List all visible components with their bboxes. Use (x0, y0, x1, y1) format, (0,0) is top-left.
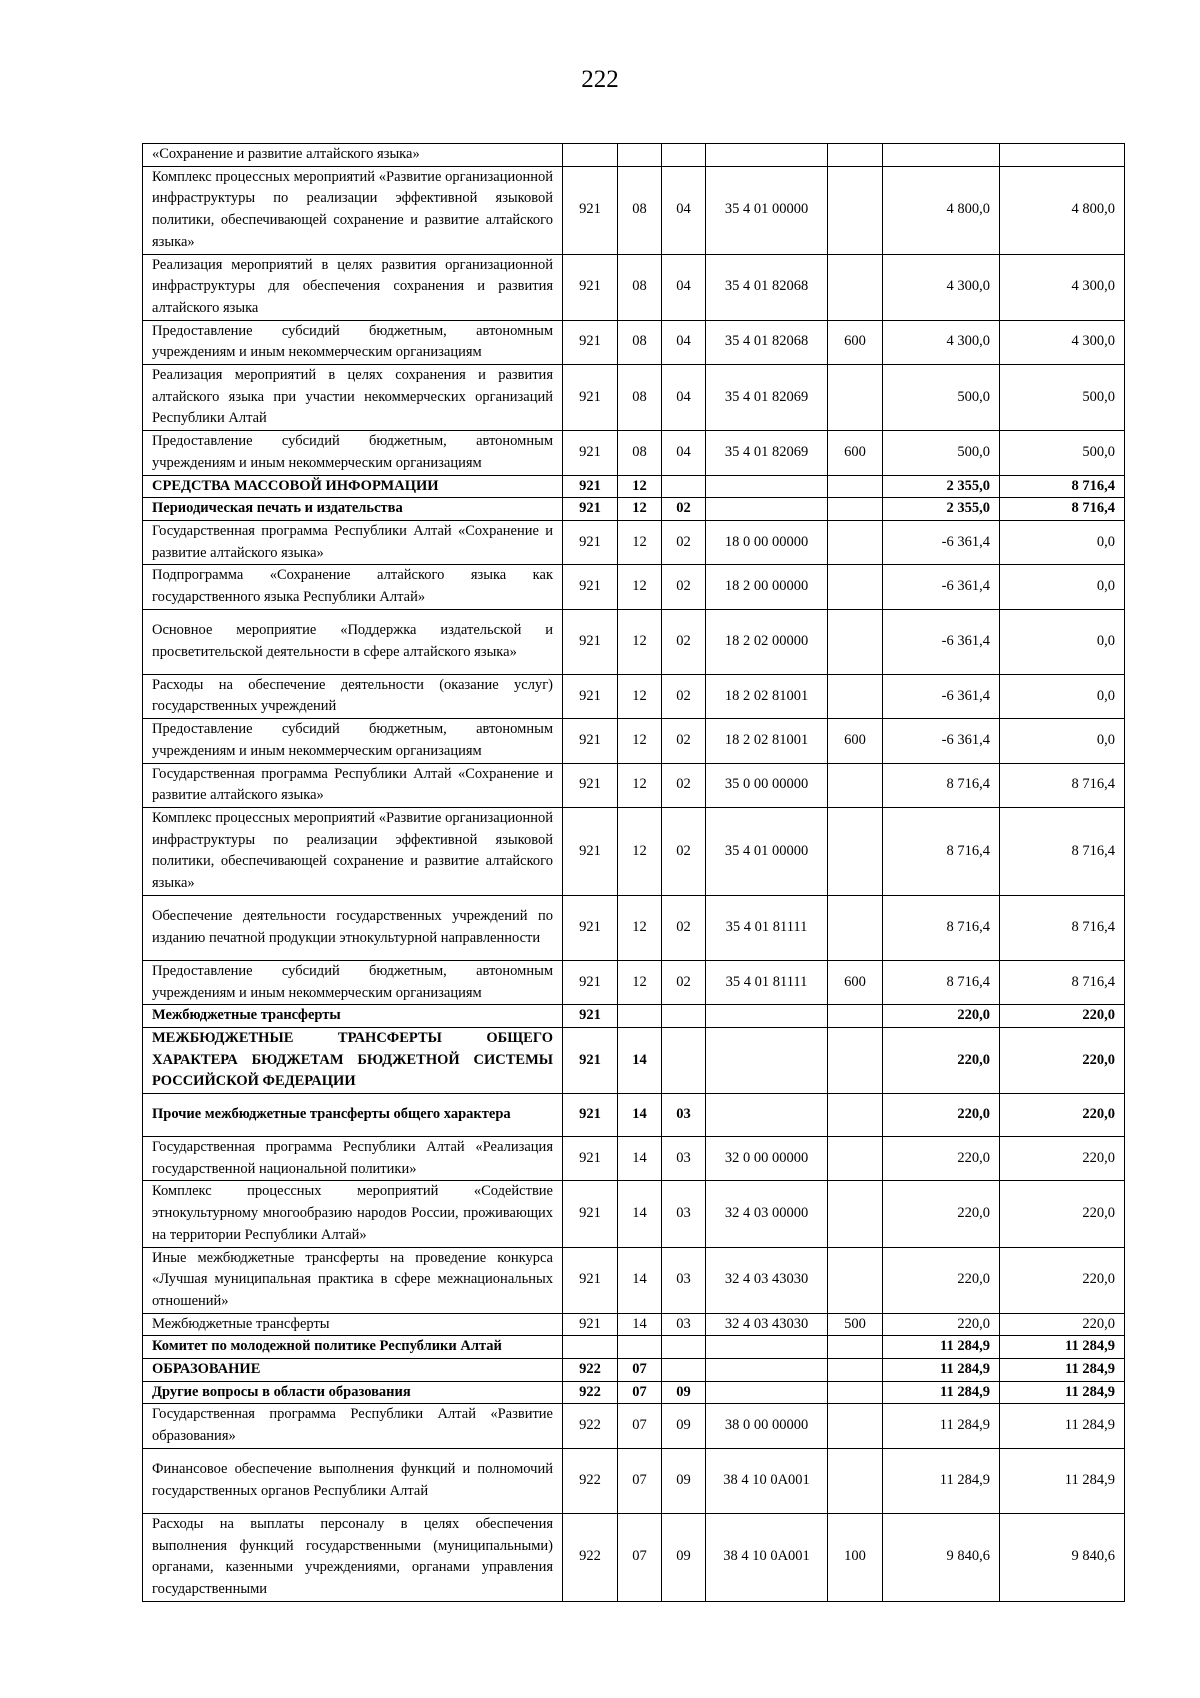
cell-sum1: -6 361,4 (883, 520, 1000, 564)
cell-csr (706, 1005, 828, 1028)
cell-sum2: 0,0 (1000, 609, 1125, 674)
cell-gr (563, 1336, 618, 1359)
cell-csr (706, 475, 828, 498)
cell-csr: 32 4 03 43030 (706, 1247, 828, 1313)
cell-csr (706, 144, 828, 167)
cell-sum1: 220,0 (883, 1005, 1000, 1028)
cell-pr: 09 (662, 1404, 706, 1448)
cell-name: Межбюджетные трансферты (143, 1313, 563, 1336)
cell-sum2: 9 840,6 (1000, 1513, 1125, 1601)
cell-vr (828, 1181, 883, 1247)
cell-sum2: 8 716,4 (1000, 807, 1125, 895)
table-row (143, 498, 1125, 521)
cell-sum2: 220,0 (1000, 1094, 1125, 1137)
cell-csr (706, 498, 828, 521)
budget-table (142, 143, 1125, 1602)
cell-sum2: 0,0 (1000, 719, 1125, 763)
cell-sum1: 8 716,4 (883, 763, 1000, 807)
cell-sum1: 4 300,0 (883, 254, 1000, 320)
cell-vr (828, 475, 883, 498)
cell-sum1: 220,0 (883, 1313, 1000, 1336)
table-row (143, 475, 1125, 498)
cell-gr: 921 (563, 1137, 618, 1181)
cell-sum2: 220,0 (1000, 1137, 1125, 1181)
cell-vr (828, 1137, 883, 1181)
cell-pr: 09 (662, 1381, 706, 1404)
table-row (143, 1181, 1125, 1247)
cell-csr: 32 4 03 00000 (706, 1181, 828, 1247)
table-row (143, 763, 1125, 807)
cell-rz: 08 (618, 166, 662, 254)
table-row (143, 1513, 1125, 1601)
cell-sum2: 11 284,9 (1000, 1381, 1125, 1404)
cell-vr: 500 (828, 1313, 883, 1336)
cell-sum2: 500,0 (1000, 365, 1125, 431)
cell-name: Прочие межбюджетные трансферты общего характера (143, 1094, 563, 1137)
cell-sum2: 8 716,4 (1000, 475, 1125, 498)
cell-gr: 921 (563, 431, 618, 475)
cell-csr: 38 0 00 00000 (706, 1404, 828, 1448)
cell-sum2: 4 800,0 (1000, 166, 1125, 254)
cell-sum2: 220,0 (1000, 1313, 1125, 1336)
cell-vr: 600 (828, 431, 883, 475)
cell-sum2: 11 284,9 (1000, 1404, 1125, 1448)
cell-csr: 18 2 02 00000 (706, 609, 828, 674)
cell-sum1: 220,0 (883, 1027, 1000, 1093)
cell-gr: 922 (563, 1359, 618, 1382)
cell-gr: 921 (563, 475, 618, 498)
cell-sum2: 0,0 (1000, 565, 1125, 609)
cell-gr: 921 (563, 895, 618, 960)
table-row (143, 1027, 1125, 1093)
cell-csr (706, 1027, 828, 1093)
cell-csr: 35 4 01 82068 (706, 320, 828, 364)
table-row (143, 895, 1125, 960)
cell-gr: 921 (563, 1027, 618, 1093)
cell-pr: 02 (662, 498, 706, 521)
cell-sum1: 9 840,6 (883, 1513, 1000, 1601)
cell-sum1: 11 284,9 (883, 1359, 1000, 1382)
cell-name: Предоставление субсидий бюджетным, автономным учреждениям и иным некоммерческим организациям (143, 431, 563, 475)
cell-rz: 08 (618, 431, 662, 475)
cell-vr: 600 (828, 719, 883, 763)
cell-csr: 18 2 00 00000 (706, 565, 828, 609)
cell-rz: 14 (618, 1313, 662, 1336)
cell-pr: 03 (662, 1247, 706, 1313)
table-row (143, 320, 1125, 364)
cell-vr (828, 565, 883, 609)
cell-name: Подпрограмма «Сохранение алтайского языка как государственного языка Республики Алтай» (143, 565, 563, 609)
cell-name: Государственная программа Республики Алтай «Сохранение и развитие алтайского языка» (143, 520, 563, 564)
cell-gr: 921 (563, 565, 618, 609)
cell-name: «Сохранение и развитие алтайского языка» (143, 144, 563, 167)
cell-name: МЕЖБЮДЖЕТНЫЕ ТРАНСФЕРТЫ ОБЩЕГО ХАРАКТЕРА БЮДЖЕТАМ БЮДЖЕТНОЙ СИСТЕМЫ РОССИЙСКОЙ ФЕДЕРАЦИИ (143, 1027, 563, 1093)
cell-name: Другие вопросы в области образования (143, 1381, 563, 1404)
cell-vr (828, 520, 883, 564)
cell-sum1: 2 355,0 (883, 475, 1000, 498)
cell-gr: 921 (563, 807, 618, 895)
cell-gr: 921 (563, 1313, 618, 1336)
cell-pr: 04 (662, 365, 706, 431)
cell-csr: 32 4 03 43030 (706, 1313, 828, 1336)
cell-rz: 07 (618, 1513, 662, 1601)
cell-rz: 12 (618, 498, 662, 521)
cell-vr: 100 (828, 1513, 883, 1601)
cell-name: Финансовое обеспечение выполнения функций и полномочий государственных органов Республики Алтай (143, 1448, 563, 1513)
cell-rz (618, 1005, 662, 1028)
cell-sum2: 11 284,9 (1000, 1336, 1125, 1359)
cell-gr: 921 (563, 1094, 618, 1137)
cell-pr: 02 (662, 565, 706, 609)
table-row (143, 144, 1125, 167)
cell-rz (618, 1336, 662, 1359)
cell-name: Комплекс процессных мероприятий «Развитие организационной инфраструктуры по реализации эффективной языковой политики, обеспечивающей сохранение и развитие алтайского языка» (143, 166, 563, 254)
cell-name: Расходы на выплаты персоналу в целях обеспечения выполнения функций государственными (муниципальными) органами, казенными учреждениями, органами управления государственными (143, 1513, 563, 1601)
cell-csr: 35 4 01 00000 (706, 166, 828, 254)
cell-pr: 04 (662, 166, 706, 254)
cell-sum2: 500,0 (1000, 431, 1125, 475)
cell-gr: 921 (563, 1247, 618, 1313)
cell-csr: 18 0 00 00000 (706, 520, 828, 564)
cell-csr: 38 4 10 0А001 (706, 1448, 828, 1513)
cell-pr (662, 1005, 706, 1028)
cell-csr: 18 2 02 81001 (706, 674, 828, 718)
cell-rz: 12 (618, 565, 662, 609)
table-row (143, 1404, 1125, 1448)
cell-vr (828, 807, 883, 895)
cell-sum2: 8 716,4 (1000, 960, 1125, 1004)
cell-rz: 12 (618, 960, 662, 1004)
table-row (143, 1005, 1125, 1028)
cell-vr (828, 498, 883, 521)
cell-vr: 600 (828, 320, 883, 364)
table-row (143, 1381, 1125, 1404)
table-row (143, 565, 1125, 609)
table-row (143, 674, 1125, 718)
cell-sum2: 4 300,0 (1000, 320, 1125, 364)
cell-rz: 12 (618, 520, 662, 564)
cell-gr: 921 (563, 365, 618, 431)
cell-gr: 921 (563, 498, 618, 521)
cell-vr (828, 609, 883, 674)
cell-csr: 35 4 01 81111 (706, 895, 828, 960)
cell-vr (828, 166, 883, 254)
table-row (143, 807, 1125, 895)
cell-name: Государственная программа Республики Алтай «Развитие образования» (143, 1404, 563, 1448)
cell-name: Комплекс процессных мероприятий «Развитие организационной инфраструктуры по реализации эффективной языковой политики, обеспечивающей сохранение и развитие алтайского языка» (143, 807, 563, 895)
cell-vr: 600 (828, 960, 883, 1004)
cell-sum1 (883, 144, 1000, 167)
cell-sum1: 220,0 (883, 1137, 1000, 1181)
cell-sum2: 220,0 (1000, 1027, 1125, 1093)
cell-csr: 35 4 01 82069 (706, 431, 828, 475)
cell-vr (828, 144, 883, 167)
cell-sum2: 8 716,4 (1000, 895, 1125, 960)
cell-sum2: 8 716,4 (1000, 498, 1125, 521)
cell-sum1: 8 716,4 (883, 807, 1000, 895)
cell-rz: 12 (618, 674, 662, 718)
cell-name: Государственная программа Республики Алтай «Сохранение и развитие алтайского языка» (143, 763, 563, 807)
cell-pr (662, 1336, 706, 1359)
cell-sum2: 11 284,9 (1000, 1448, 1125, 1513)
cell-gr: 922 (563, 1381, 618, 1404)
cell-sum1: 500,0 (883, 431, 1000, 475)
cell-pr: 03 (662, 1094, 706, 1137)
cell-pr (662, 1027, 706, 1093)
cell-sum1: 220,0 (883, 1247, 1000, 1313)
cell-gr: 921 (563, 320, 618, 364)
cell-sum1: -6 361,4 (883, 719, 1000, 763)
cell-sum1: 11 284,9 (883, 1404, 1000, 1448)
cell-name: Межбюджетные трансферты (143, 1005, 563, 1028)
cell-gr: 921 (563, 763, 618, 807)
cell-pr: 02 (662, 719, 706, 763)
cell-sum1: 8 716,4 (883, 960, 1000, 1004)
cell-vr (828, 254, 883, 320)
cell-vr (828, 895, 883, 960)
table-row (143, 719, 1125, 763)
cell-pr: 04 (662, 431, 706, 475)
table-row (143, 1336, 1125, 1359)
cell-name: Государственная программа Республики Алтай «Реализация государственной национальной политики» (143, 1137, 563, 1181)
table-row (143, 1313, 1125, 1336)
cell-vr (828, 1247, 883, 1313)
cell-pr: 02 (662, 520, 706, 564)
cell-vr (828, 1359, 883, 1382)
cell-vr (828, 1404, 883, 1448)
cell-sum1: -6 361,4 (883, 609, 1000, 674)
cell-pr (662, 1359, 706, 1382)
cell-rz: 12 (618, 895, 662, 960)
cell-sum2: 0,0 (1000, 674, 1125, 718)
cell-rz: 08 (618, 254, 662, 320)
cell-csr: 35 0 00 00000 (706, 763, 828, 807)
cell-name: Периодическая печать и издательства (143, 498, 563, 521)
cell-name: Основное мероприятие «Поддержка издательской и просветительской деятельности в сфере алтайского языка» (143, 609, 563, 674)
cell-pr: 02 (662, 609, 706, 674)
cell-name: Иные межбюджетные трансферты на проведение конкурса «Лучшая муниципальная практика в сфере межнациональных отношений» (143, 1247, 563, 1313)
cell-sum2: 220,0 (1000, 1247, 1125, 1313)
table-row (143, 609, 1125, 674)
table-row (143, 254, 1125, 320)
cell-vr (828, 674, 883, 718)
cell-gr: 921 (563, 1005, 618, 1028)
cell-sum1: 4 300,0 (883, 320, 1000, 364)
cell-vr (828, 1094, 883, 1137)
cell-csr (706, 1381, 828, 1404)
cell-vr (828, 1448, 883, 1513)
cell-name: Обеспечение деятельности государственных учреждений по изданию печатной продукции этнокультурной направленности (143, 895, 563, 960)
cell-csr: 38 4 10 0А001 (706, 1513, 828, 1601)
cell-rz: 14 (618, 1247, 662, 1313)
table-row (143, 1137, 1125, 1181)
cell-pr: 02 (662, 763, 706, 807)
table-row (143, 1094, 1125, 1137)
cell-vr (828, 1027, 883, 1093)
cell-pr (662, 144, 706, 167)
cell-sum1: 8 716,4 (883, 895, 1000, 960)
page-number: 222 (581, 66, 619, 93)
cell-gr: 921 (563, 719, 618, 763)
table-row (143, 431, 1125, 475)
cell-gr: 922 (563, 1513, 618, 1601)
cell-pr: 04 (662, 320, 706, 364)
table-body (143, 144, 1125, 1602)
cell-rz: 14 (618, 1094, 662, 1137)
cell-csr (706, 1336, 828, 1359)
cell-csr: 32 0 00 00000 (706, 1137, 828, 1181)
cell-gr: 921 (563, 520, 618, 564)
cell-pr: 04 (662, 254, 706, 320)
cell-pr: 02 (662, 807, 706, 895)
cell-sum1: -6 361,4 (883, 674, 1000, 718)
cell-vr (828, 763, 883, 807)
cell-gr: 921 (563, 254, 618, 320)
cell-sum1: 220,0 (883, 1181, 1000, 1247)
cell-sum1: 2 355,0 (883, 498, 1000, 521)
cell-gr: 922 (563, 1448, 618, 1513)
cell-rz: 14 (618, 1181, 662, 1247)
cell-gr: 921 (563, 166, 618, 254)
cell-gr: 921 (563, 609, 618, 674)
cell-vr (828, 365, 883, 431)
cell-csr: 18 2 02 81001 (706, 719, 828, 763)
cell-rz: 12 (618, 807, 662, 895)
cell-csr: 35 4 01 82068 (706, 254, 828, 320)
cell-gr (563, 144, 618, 167)
cell-pr: 02 (662, 674, 706, 718)
cell-csr (706, 1359, 828, 1382)
cell-csr: 35 4 01 00000 (706, 807, 828, 895)
cell-gr: 921 (563, 1181, 618, 1247)
cell-csr: 35 4 01 82069 (706, 365, 828, 431)
cell-name: Расходы на обеспечение деятельности (оказание услуг) государственных учреждений (143, 674, 563, 718)
cell-pr: 03 (662, 1181, 706, 1247)
cell-rz: 08 (618, 365, 662, 431)
cell-sum1: -6 361,4 (883, 565, 1000, 609)
cell-csr (706, 1094, 828, 1137)
cell-name: Предоставление субсидий бюджетным, автономным учреждениям и иным некоммерческим организациям (143, 719, 563, 763)
cell-name: Реализация мероприятий в целях развития организационной инфраструктуры для обеспечения сохранения и развития алтайского языка (143, 254, 563, 320)
cell-gr: 921 (563, 674, 618, 718)
cell-name: Предоставление субсидий бюджетным, автономным учреждениям и иным некоммерческим организациям (143, 960, 563, 1004)
cell-pr: 03 (662, 1137, 706, 1181)
cell-rz: 07 (618, 1381, 662, 1404)
cell-sum1: 500,0 (883, 365, 1000, 431)
table-row (143, 960, 1125, 1004)
cell-sum2: 0,0 (1000, 520, 1125, 564)
cell-name: Реализация мероприятий в целях сохранения и развития алтайского языка при участии некоммерческих организаций Республики Алтай (143, 365, 563, 431)
cell-name: Комитет по молодежной политике Республики Алтай (143, 1336, 563, 1359)
cell-sum1: 11 284,9 (883, 1336, 1000, 1359)
cell-sum2: 4 300,0 (1000, 254, 1125, 320)
cell-name: СРЕДСТВА МАССОВОЙ ИНФОРМАЦИИ (143, 475, 563, 498)
cell-rz: 14 (618, 1137, 662, 1181)
cell-sum2: 11 284,9 (1000, 1359, 1125, 1382)
cell-gr: 922 (563, 1404, 618, 1448)
cell-pr: 02 (662, 895, 706, 960)
cell-vr (828, 1005, 883, 1028)
cell-rz: 07 (618, 1404, 662, 1448)
table-row (143, 1448, 1125, 1513)
cell-sum1: 220,0 (883, 1094, 1000, 1137)
cell-gr: 921 (563, 960, 618, 1004)
cell-pr: 03 (662, 1313, 706, 1336)
cell-rz: 07 (618, 1448, 662, 1513)
cell-rz: 12 (618, 609, 662, 674)
cell-sum2: 8 716,4 (1000, 763, 1125, 807)
cell-rz: 07 (618, 1359, 662, 1382)
cell-vr (828, 1336, 883, 1359)
table-row (143, 520, 1125, 564)
cell-name: Комплекс процессных мероприятий «Содействие этнокультурному многообразию народов России, проживающих на территории Республики Алтай» (143, 1181, 563, 1247)
table-row (143, 1359, 1125, 1382)
table-row (143, 1247, 1125, 1313)
cell-pr: 02 (662, 960, 706, 1004)
cell-name: ОБРАЗОВАНИЕ (143, 1359, 563, 1382)
cell-pr: 09 (662, 1513, 706, 1601)
table-row (143, 166, 1125, 254)
cell-name: Предоставление субсидий бюджетным, автономным учреждениям и иным некоммерческим организациям (143, 320, 563, 364)
cell-rz: 12 (618, 475, 662, 498)
cell-rz (618, 144, 662, 167)
cell-rz: 12 (618, 719, 662, 763)
cell-rz: 12 (618, 763, 662, 807)
cell-sum1: 4 800,0 (883, 166, 1000, 254)
table-row (143, 365, 1125, 431)
cell-sum1: 11 284,9 (883, 1448, 1000, 1513)
cell-sum2 (1000, 144, 1125, 167)
cell-pr (662, 475, 706, 498)
cell-rz: 14 (618, 1027, 662, 1093)
cell-sum2: 220,0 (1000, 1005, 1125, 1028)
cell-pr: 09 (662, 1448, 706, 1513)
cell-sum2: 220,0 (1000, 1181, 1125, 1247)
cell-sum1: 11 284,9 (883, 1381, 1000, 1404)
cell-rz: 08 (618, 320, 662, 364)
cell-csr: 35 4 01 81111 (706, 960, 828, 1004)
cell-vr (828, 1381, 883, 1404)
